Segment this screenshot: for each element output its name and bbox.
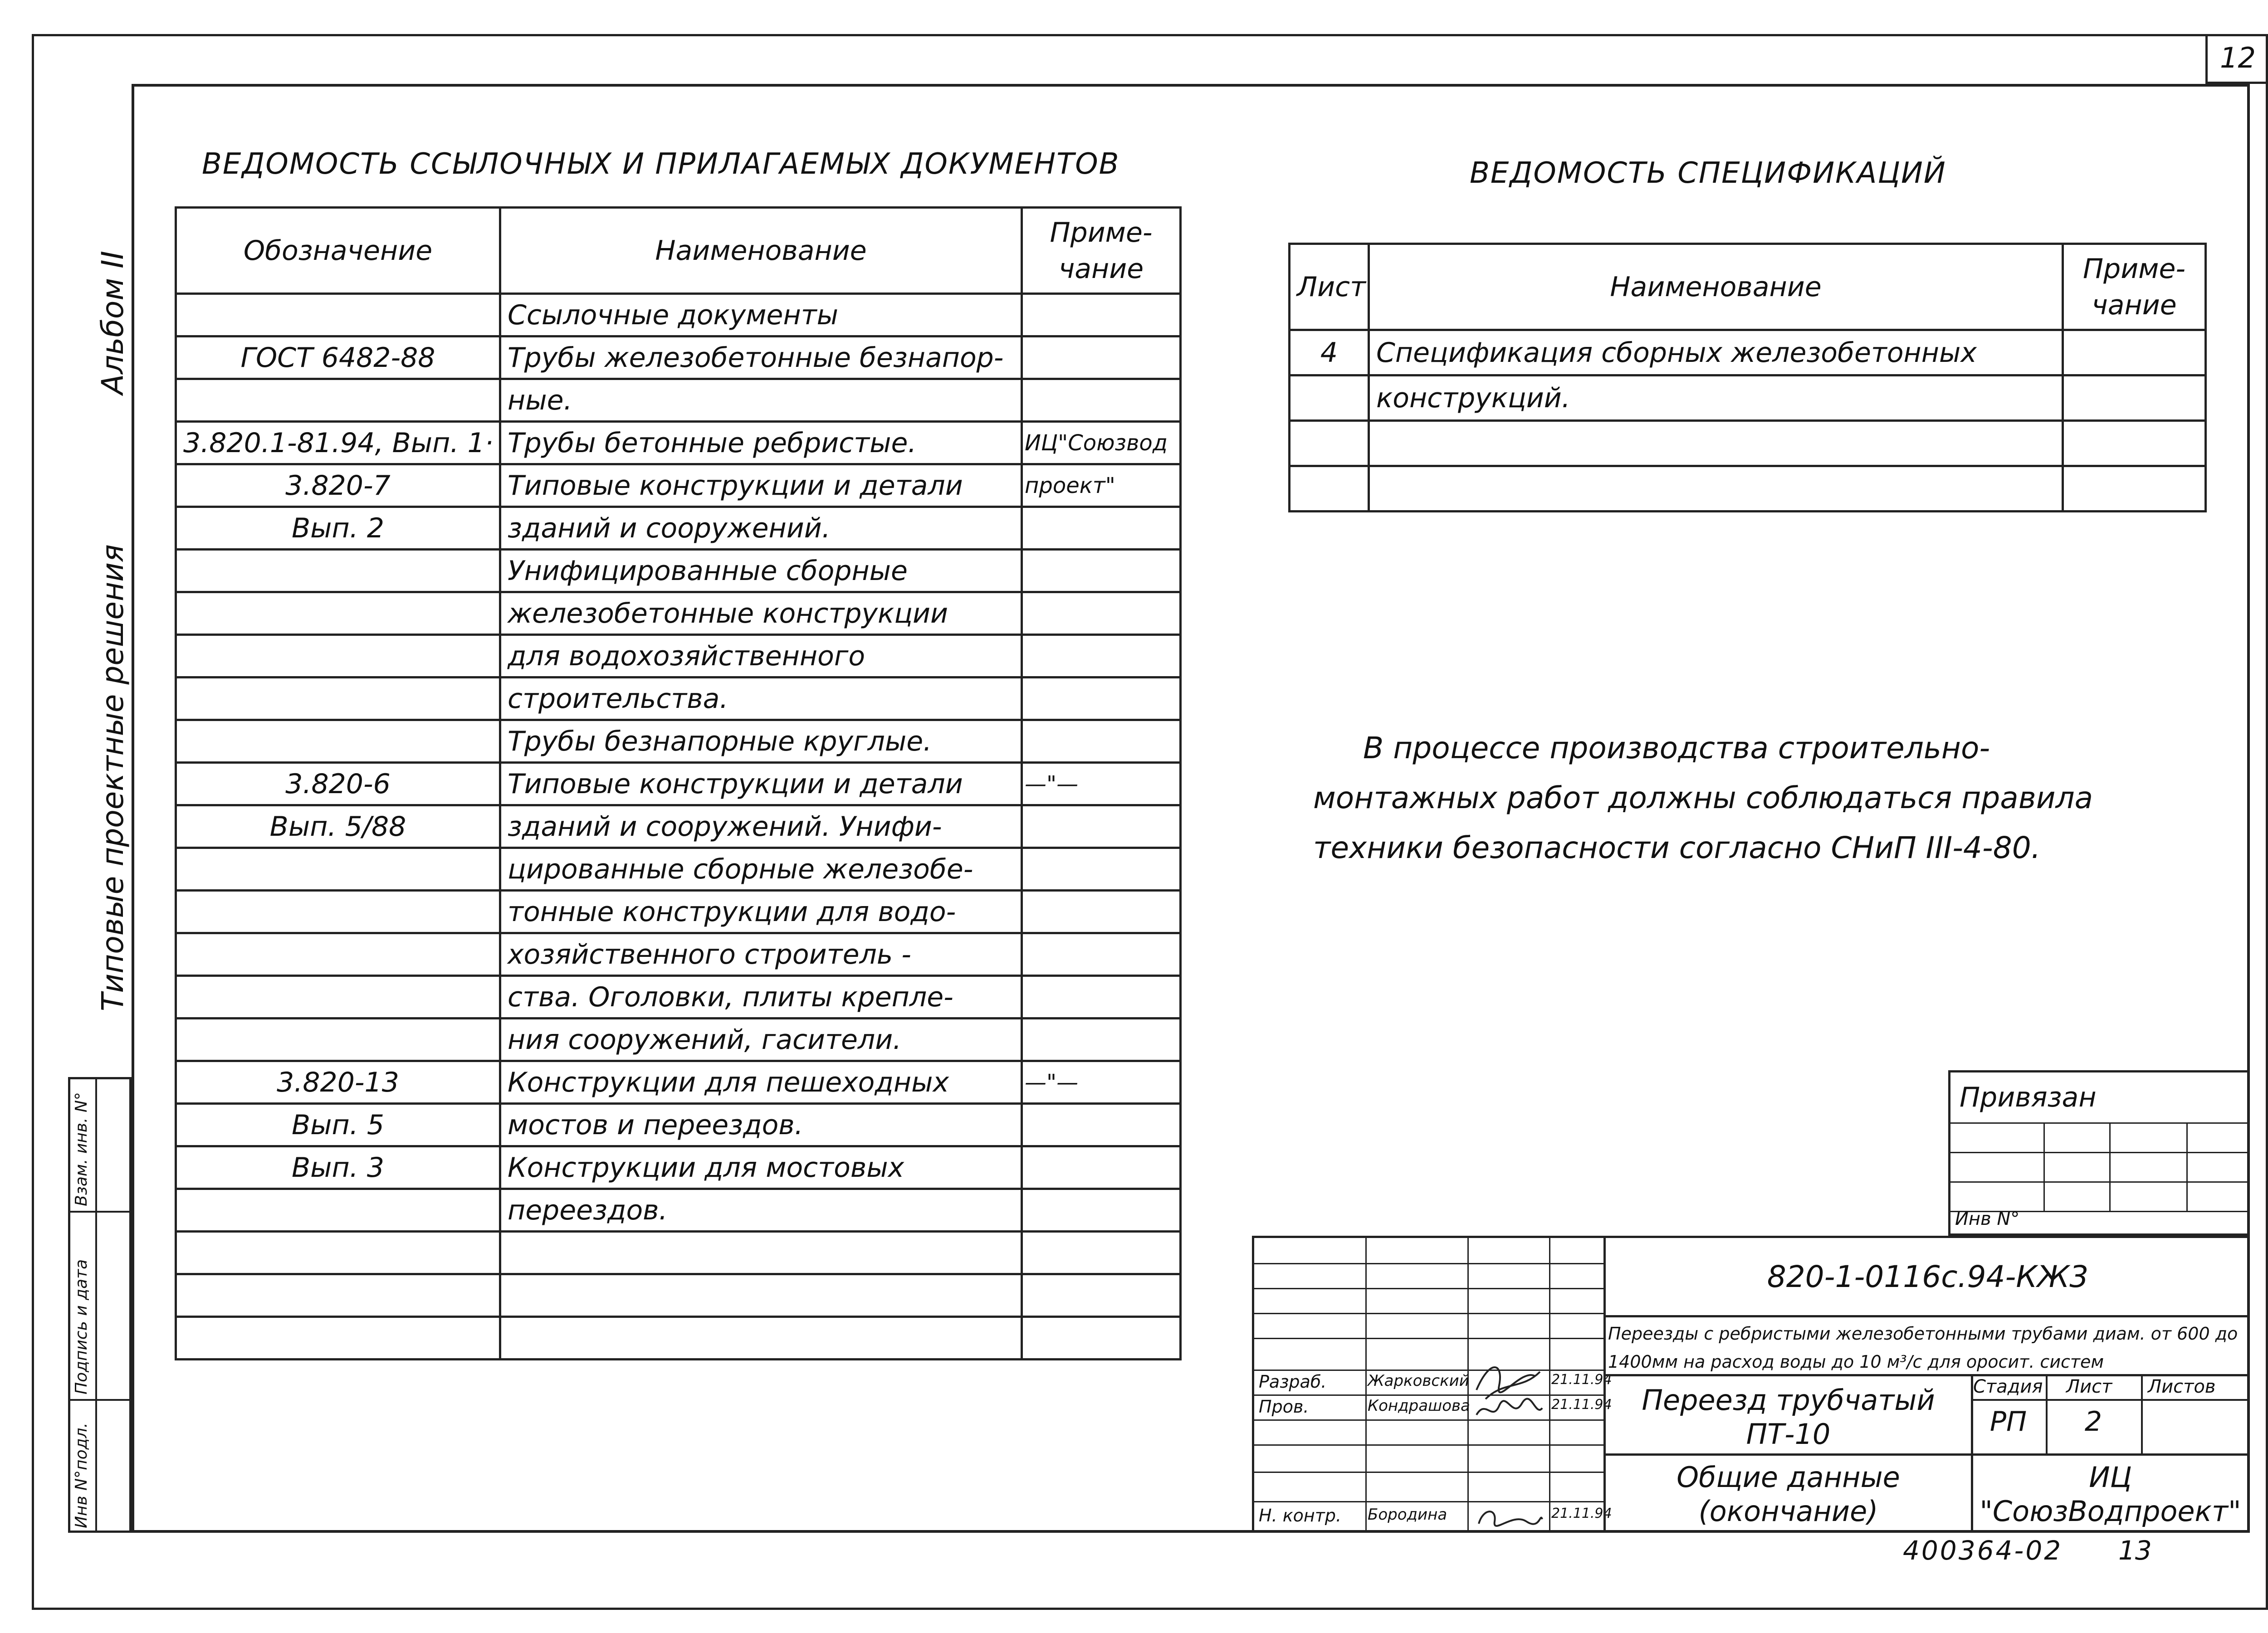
table-row — [176, 933, 1181, 976]
designation-cell: 3.820.1-81.94, Вып. 1· — [176, 422, 500, 464]
name-cell — [500, 1317, 1022, 1360]
table-row — [176, 848, 1181, 891]
designation-cell — [176, 848, 500, 891]
note-cell — [1022, 1146, 1181, 1189]
designation-cell — [176, 1317, 500, 1360]
left-title: ВЕДОМОСТЬ ССЫЛОЧНЫХ И ПРИЛАГАЕМЫХ ДОКУМЕНТОВ — [202, 147, 1120, 181]
album-label: Альбом II — [95, 250, 130, 395]
spec-name-cell: Спецификация сборных железобетонных — [1369, 330, 2063, 375]
signature-nkontr — [1472, 1503, 1545, 1531]
note-line-2: монтажных работ должны соблюдаться правила — [1313, 780, 2093, 815]
header-sheet: Лист — [1290, 244, 1369, 330]
header-spec-name: Наименование — [1369, 244, 2063, 330]
name-cell: Ссылочные документы — [500, 294, 1022, 336]
name-cell — [500, 1274, 1022, 1317]
table-row — [176, 464, 1181, 507]
name-cell: Типовые конструкции и детали — [500, 464, 1022, 507]
date-razrab: 21.11.94 — [1551, 1372, 1612, 1388]
note-cell — [1022, 891, 1181, 933]
designation-cell — [176, 592, 500, 635]
list-label: Лист — [2066, 1376, 2112, 1397]
date-nkontr: 21.11.94 — [1551, 1506, 1612, 1521]
designation-cell: Вып. 2 — [176, 507, 500, 550]
designation-cell: Вып. 5 — [176, 1104, 500, 1146]
inv-label: Инв N°подл. — [72, 1423, 91, 1528]
table-row — [1290, 330, 2206, 375]
header-name: Наименование — [500, 208, 1022, 294]
name-cell: для водохозяйственного — [500, 635, 1022, 678]
note-line-3: техники безопасности согласно СНиП III-4-80. — [1313, 830, 2041, 865]
note-cell — [1022, 592, 1181, 635]
note-cell — [1022, 507, 1181, 550]
note-cell — [1022, 635, 1181, 678]
podpis-label: Подпись и дата — [72, 1259, 91, 1394]
note-cell — [1022, 379, 1181, 422]
list-value: 2 — [2084, 1406, 2102, 1438]
drawing-title-2: ПТ-10 — [1746, 1418, 1831, 1451]
name-cell: мостов и переездов. — [500, 1104, 1022, 1146]
name-cell: ства. Оголовки, плиты крепле- — [500, 976, 1022, 1019]
header-designation: Обозначение — [176, 208, 500, 294]
drawing-title-1: Переезд трубчатый — [1642, 1384, 1935, 1417]
vzam-label: Взам. инв. N° — [72, 1092, 91, 1206]
note-cell — [1022, 294, 1181, 336]
designation-cell: 3.820-7 — [176, 464, 500, 507]
table-row — [176, 336, 1181, 379]
designation-cell — [176, 1232, 500, 1274]
sheet-cell — [1290, 375, 1369, 421]
note-cell — [1022, 1317, 1181, 1360]
table-row — [176, 1189, 1181, 1232]
designation-cell — [176, 1019, 500, 1061]
name-cell: Трубы бетонные ребристые. — [500, 422, 1022, 464]
name-cell: зданий и сооружений. Унифи- — [500, 805, 1022, 848]
designation-cell: Вып. 5/88 — [176, 805, 500, 848]
spec-note-cell — [2063, 466, 2206, 512]
drawing-code: 820-1-0116с.94-КЖ3 — [1767, 1259, 2089, 1294]
name-cell: Трубы железобетонные безнапор- — [500, 336, 1022, 379]
listov-label: Листов — [2148, 1376, 2216, 1397]
role-razrab: Разраб. — [1259, 1372, 1327, 1392]
side-stamp — [68, 1077, 132, 1533]
note-cell — [1022, 678, 1181, 720]
table-row — [176, 678, 1181, 720]
name-cell: Конструкции для пешеходных — [500, 1061, 1022, 1104]
archive-sheet: 13 — [2118, 1535, 2152, 1566]
note-cell — [1022, 336, 1181, 379]
note-cell — [1022, 805, 1181, 848]
header-spec-note: Приме- чание — [2063, 244, 2206, 330]
table-row — [176, 635, 1181, 678]
stadia-value: РП — [1989, 1406, 2027, 1438]
note-cell — [1022, 1019, 1181, 1061]
name-cell — [500, 1232, 1022, 1274]
table-row — [176, 1146, 1181, 1189]
role-prov: Пров. — [1259, 1397, 1309, 1417]
table-row — [1290, 375, 2206, 421]
table-row — [176, 1104, 1181, 1146]
designation-cell — [176, 976, 500, 1019]
series-label: Типовые проектные решения — [95, 544, 130, 1011]
designation-cell: Вып. 3 — [176, 1146, 500, 1189]
sheet-title-2: (окончание) — [1698, 1495, 1878, 1528]
note-cell — [1022, 848, 1181, 891]
designation-cell — [176, 550, 500, 592]
specifications-table — [1288, 243, 2207, 512]
spec-note-cell — [2063, 421, 2206, 466]
name-cell: ния сооружений, гасители. — [500, 1019, 1022, 1061]
name-razrab: Жарковский — [1368, 1372, 1469, 1390]
note-line-1: В процессе производства строительно- — [1363, 731, 1990, 765]
privyazan-box — [1948, 1070, 2250, 1236]
stadia-label: Стадия — [1973, 1376, 2043, 1397]
table-row — [176, 379, 1181, 422]
table-row — [176, 1274, 1181, 1317]
designation-cell: ГОСТ 6482-88 — [176, 336, 500, 379]
designation-cell: 3.820-6 — [176, 763, 500, 805]
archive-number: 400364-02 — [1903, 1535, 2063, 1566]
note-cell — [1022, 1274, 1181, 1317]
table-row — [176, 1061, 1181, 1104]
name-cell: строительства. — [500, 678, 1022, 720]
designation-cell: 3.820-13 — [176, 1061, 500, 1104]
designation-cell — [176, 891, 500, 933]
note-cell — [1022, 720, 1181, 763]
name-cell: Типовые конструкции и детали — [500, 763, 1022, 805]
spec-note-cell — [2063, 375, 2206, 421]
note-cell: ИЦ"Союзвод — [1022, 422, 1181, 464]
header-note: Приме- чание — [1022, 208, 1181, 294]
name-prov: Кондрашова — [1368, 1397, 1470, 1415]
spec-name-cell: конструкций. — [1369, 375, 2063, 421]
name-cell: Трубы безнапорные круглые. — [500, 720, 1022, 763]
date-prov: 21.11.94 — [1551, 1397, 1612, 1413]
org-line-2: "СоюзВодпроект" — [1980, 1495, 2241, 1528]
project-title: Переезды с ребристыми железобетонными трубами диам. от 600 до 1400мм на расход воды до 10 м³/с для оросит. систем — [1608, 1324, 2238, 1372]
spec-name-cell — [1369, 466, 2063, 512]
privyazan-label: Привязан — [1960, 1082, 2097, 1113]
signature-prov — [1472, 1397, 1545, 1424]
name-nkontr: Бородина — [1368, 1506, 1447, 1524]
role-nkontr: Н. контр. — [1259, 1506, 1342, 1526]
note-cell — [1022, 550, 1181, 592]
sheet-cell — [1290, 421, 1369, 466]
table-row — [176, 592, 1181, 635]
designation-cell — [176, 294, 500, 336]
table-row — [176, 805, 1181, 848]
table-row — [176, 720, 1181, 763]
table-row — [176, 550, 1181, 592]
name-cell: переездов. — [500, 1189, 1022, 1232]
table-row — [176, 422, 1181, 464]
table-row — [1290, 466, 2206, 512]
name-cell: цированные сборные железобе- — [500, 848, 1022, 891]
note-cell — [1022, 1232, 1181, 1274]
note-cell — [1022, 1104, 1181, 1146]
table-row — [1290, 421, 2206, 466]
sheet-cell — [1290, 466, 1369, 512]
table-row — [176, 763, 1181, 805]
spec-name-cell — [1369, 421, 2063, 466]
designation-cell — [176, 933, 500, 976]
spec-note-cell — [2063, 330, 2206, 375]
table-row — [176, 1232, 1181, 1274]
table-row — [176, 891, 1181, 933]
title-block — [1252, 1236, 2250, 1533]
table-row — [176, 976, 1181, 1019]
name-cell: Конструкции для мостовых — [500, 1146, 1022, 1189]
name-cell: железобетонные конструкции — [500, 592, 1022, 635]
name-cell: ные. — [500, 379, 1022, 422]
note-cell — [1022, 933, 1181, 976]
name-cell: хозяйственного строитель - — [500, 933, 1022, 976]
name-cell: тонные конструкции для водо- — [500, 891, 1022, 933]
note-cell — [1022, 976, 1181, 1019]
note-cell: —"— — [1022, 1061, 1181, 1104]
sheet-cell: 4 — [1290, 330, 1369, 375]
safety-note — [1313, 723, 2093, 873]
designation-cell — [176, 379, 500, 422]
documents-table — [175, 206, 1182, 1360]
sheet-title-1: Общие данные — [1677, 1461, 1900, 1494]
designation-cell — [176, 720, 500, 763]
page-number: 12 — [2205, 34, 2268, 84]
note-cell — [1022, 1189, 1181, 1232]
designation-cell — [176, 1274, 500, 1317]
designation-cell — [176, 1189, 500, 1232]
designation-cell — [176, 678, 500, 720]
table-row — [176, 507, 1181, 550]
table-row — [176, 1019, 1181, 1061]
table-row — [176, 1317, 1181, 1360]
name-cell: Унифицированные сборные — [500, 550, 1022, 592]
note-cell: —"— — [1022, 763, 1181, 805]
org-line-1: ИЦ — [2089, 1461, 2132, 1494]
inv-number-label: Инв N° — [1955, 1209, 2020, 1229]
designation-cell — [176, 635, 500, 678]
right-title: ВЕДОМОСТЬ СПЕЦИФИКАЦИЙ — [1470, 156, 1946, 190]
note-cell: проект" — [1022, 464, 1181, 507]
table-row — [176, 294, 1181, 336]
name-cell: зданий и сооружений. — [500, 507, 1022, 550]
